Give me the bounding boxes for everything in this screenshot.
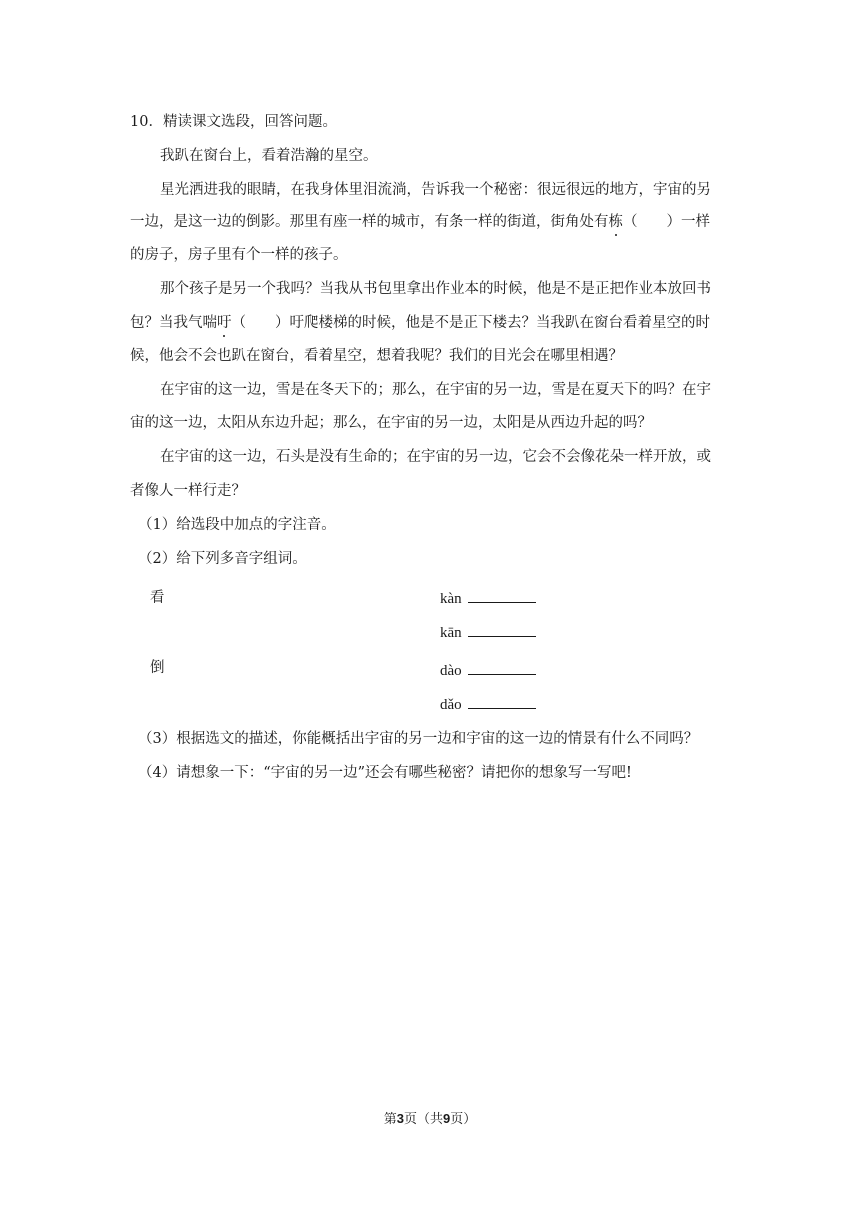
polyphone-char: 看 <box>150 590 165 606</box>
page-footer <box>0 1110 860 1129</box>
dotted-character: 栋 <box>608 214 623 230</box>
passage-paragraph-4-line-1: 在宇宙的这一边，雪是在冬天下的；那么，在宇宙的另一边，雪是在夏天下的吗？在宇 <box>160 382 711 398</box>
subquestion-2: （2）给下列多音字组词。 <box>138 551 307 567</box>
passage-text: 吁爬楼梯的时候，他是不是正下楼去？当我趴在窗台看着星空的时 <box>289 315 710 331</box>
pinyin-label: kān <box>440 625 462 641</box>
answer-blank-paren[interactable]: （ ） <box>623 214 681 230</box>
passage-text: 一样 <box>681 214 710 230</box>
passage-paragraph-5-line-1: 在宇宙的这一边，石头是没有生命的；在宇宙的另一边，它会不会像花朵一样开放，或 <box>160 449 711 465</box>
page-number: 3 <box>396 1111 404 1126</box>
pinyin-label: kàn <box>440 591 462 607</box>
pinyin-label: dào <box>440 663 462 679</box>
footer-text: 页） <box>450 1112 477 1127</box>
answer-blank[interactable] <box>468 622 536 637</box>
passage-paragraph-2-line-1: 星光洒进我的眼睛，在我身体里泪流淌，告诉我一个秘密：很远很远的地方，宇宙的另 <box>160 182 711 198</box>
footer-text: 页（共 <box>403 1112 443 1127</box>
passage-paragraph-3-line-2 <box>130 313 730 333</box>
answer-blank[interactable] <box>468 660 536 675</box>
passage-text: 一边，是这一边的倒影。那里有座一样的城市，有条一样的街道，街角处有 <box>130 214 609 230</box>
subquestion-1: （1）给选段中加点的字注音。 <box>138 517 336 533</box>
passage-paragraph-2-line-3: 的房子，房子里有个一样的孩子。 <box>130 247 348 263</box>
footer-text: 第 <box>383 1112 397 1127</box>
passage-text: 包？当我气喘 <box>130 315 217 331</box>
subquestion-4: （4）请想象一下：“宇宙的另一边”还会有哪些秘密？请把你的想象写一写吧! <box>138 765 632 781</box>
total-pages: 9 <box>443 1111 451 1126</box>
question-header: 10．精读课文选段，回答问题。 <box>130 114 337 130</box>
dotted-character: 吁 <box>217 315 232 331</box>
passage-paragraph-5-line-2: 者像人一样行走？ <box>130 483 246 499</box>
pinyin-row <box>440 622 536 643</box>
pinyin-label: dǎo <box>440 697 462 713</box>
subquestion-3: （3）根据选文的描述，你能概括出宇宙的另一边和宇宙的这一边的情景有什么不同吗？ <box>138 731 699 747</box>
passage-paragraph-3-line-1: 那个孩子是另一个我吗？当我从书包里拿出作业本的时候，他是不是正把作业本放回书 <box>160 281 711 297</box>
passage-paragraph-4-line-2: 宙的这一边，太阳从东边升起；那么，在宇宙的另一边，太阳是从西边升起的吗？ <box>130 415 652 431</box>
pinyin-row <box>440 694 536 715</box>
polyphone-char: 倒 <box>150 660 165 676</box>
answer-blank[interactable] <box>468 588 536 603</box>
passage-paragraph-1: 我趴在窗台上，看着浩瀚的星空。 <box>160 148 378 164</box>
passage-paragraph-3-line-3: 候，他会不会也趴在窗台，看着星空，想着我呢？我们的目光会在哪里相遇？ <box>130 348 623 364</box>
pinyin-row <box>440 588 536 609</box>
answer-blank-paren[interactable]: （ ） <box>231 315 290 331</box>
pinyin-row <box>440 660 536 681</box>
passage-paragraph-2-line-2 <box>130 212 730 232</box>
answer-blank[interactable] <box>468 694 536 709</box>
